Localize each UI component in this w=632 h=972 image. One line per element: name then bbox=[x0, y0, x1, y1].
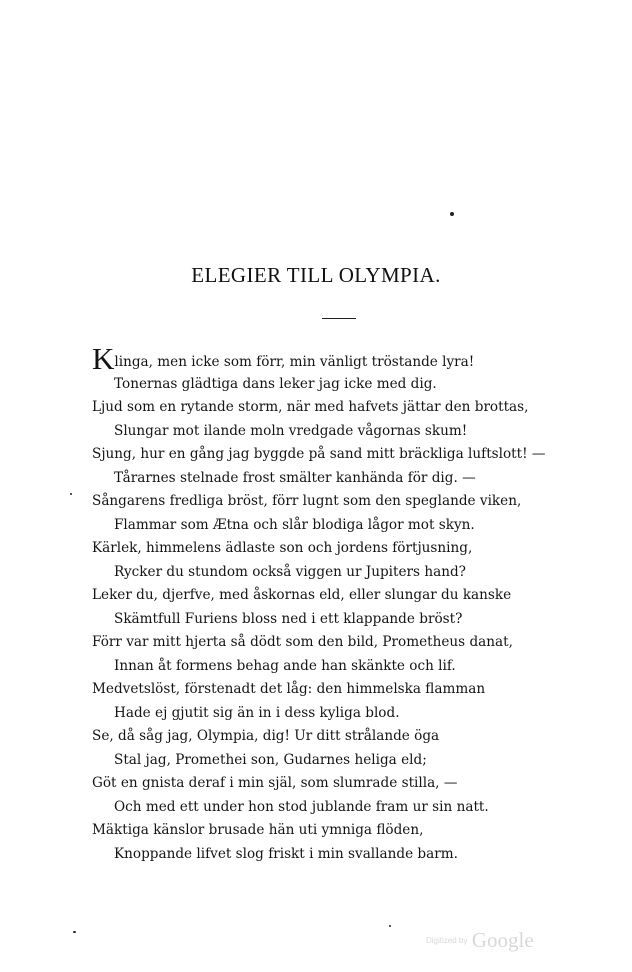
poem-line-1 bbox=[92, 341, 612, 376]
poem-line-11: Leker du, djerfve, med åskornas eld, eller slungar du kanske bbox=[92, 587, 512, 603]
poem-body bbox=[92, 341, 612, 866]
poem-line-22: Knoppande lifvet slog friskt i min svallande barm. bbox=[114, 845, 458, 862]
poem-line-13: Förr var mitt hjerta så dödt som den bild, Prometheus danat, bbox=[92, 634, 513, 650]
ink-speck-bottom bbox=[389, 925, 391, 927]
ink-speck-corner bbox=[73, 931, 76, 933]
poem-line-17: Se, då såg jag, Olympia, dig! Ur ditt strålande öga bbox=[92, 728, 440, 744]
poem-line-7: Sångarens fredliga bröst, förr lugnt som den speglande viken, bbox=[92, 493, 522, 509]
page-title: ELEGIER TILL OLYMPIA. bbox=[191, 263, 441, 287]
poem-line-16: Hade ej gjutit sig än in i dess kyliga blod. bbox=[114, 704, 400, 721]
drop-cap: K bbox=[92, 341, 115, 376]
poem-line-18: Stal jag, Promethei son, Gudarnes heliga eld; bbox=[114, 751, 427, 768]
digitized-watermark bbox=[426, 928, 556, 952]
poem-line-8: Flammar som Ætna och slår blodiga lågor mot skyn. bbox=[114, 516, 475, 533]
poem-line-5: Sjung, hur en gång jag byggde på sand mitt bräckliga luftslott! — bbox=[92, 446, 546, 462]
poem-line-20: Och med ett under hon stod jublande fram ur sin natt. bbox=[114, 798, 489, 815]
poem-line-2: Tonernas glädtiga dans leker jag icke med dig. bbox=[114, 375, 437, 392]
poem-line-15: Medvetslöst, förstenadt det låg: den himmelska flamman bbox=[92, 681, 486, 697]
poem-line-9: Kärlek, himmelens ädlaste son och jordens förtjusning, bbox=[92, 540, 473, 556]
watermark-brand: Google bbox=[471, 928, 534, 952]
poem-line-19: Göt en gnista deraf i min själ, som slumrade stilla, — bbox=[92, 775, 458, 791]
title-divider bbox=[322, 318, 356, 319]
poem-line-1-text: linga, men icke som förr, min vänligt tröstande lyra! bbox=[114, 354, 475, 370]
poem-line-10: Rycker du stundom också viggen ur Jupiters hand? bbox=[114, 563, 466, 580]
poem-line-4: Slungar mot ilande moln vredgade vågornas skum! bbox=[114, 422, 468, 439]
ink-speck-margin bbox=[70, 493, 72, 495]
poem-line-21: Mäktiga känslor brusade hän uti ymniga flöden, bbox=[92, 822, 424, 838]
ink-speck-top bbox=[450, 212, 454, 216]
poem-line-12: Skämtfull Furiens bloss ned i ett klappande bröst? bbox=[114, 610, 463, 627]
poem-line-3: Ljud som en rytande storm, när med hafvets jättar den brottas, bbox=[92, 399, 529, 415]
watermark-prefix: Digitized by bbox=[426, 936, 468, 945]
poem-line-14: Innan åt formens behag ande han skänkte och lif. bbox=[114, 657, 456, 674]
poem-line-6: Tårarnes stelnade frost smälter kanhända för dig. — bbox=[114, 469, 476, 486]
